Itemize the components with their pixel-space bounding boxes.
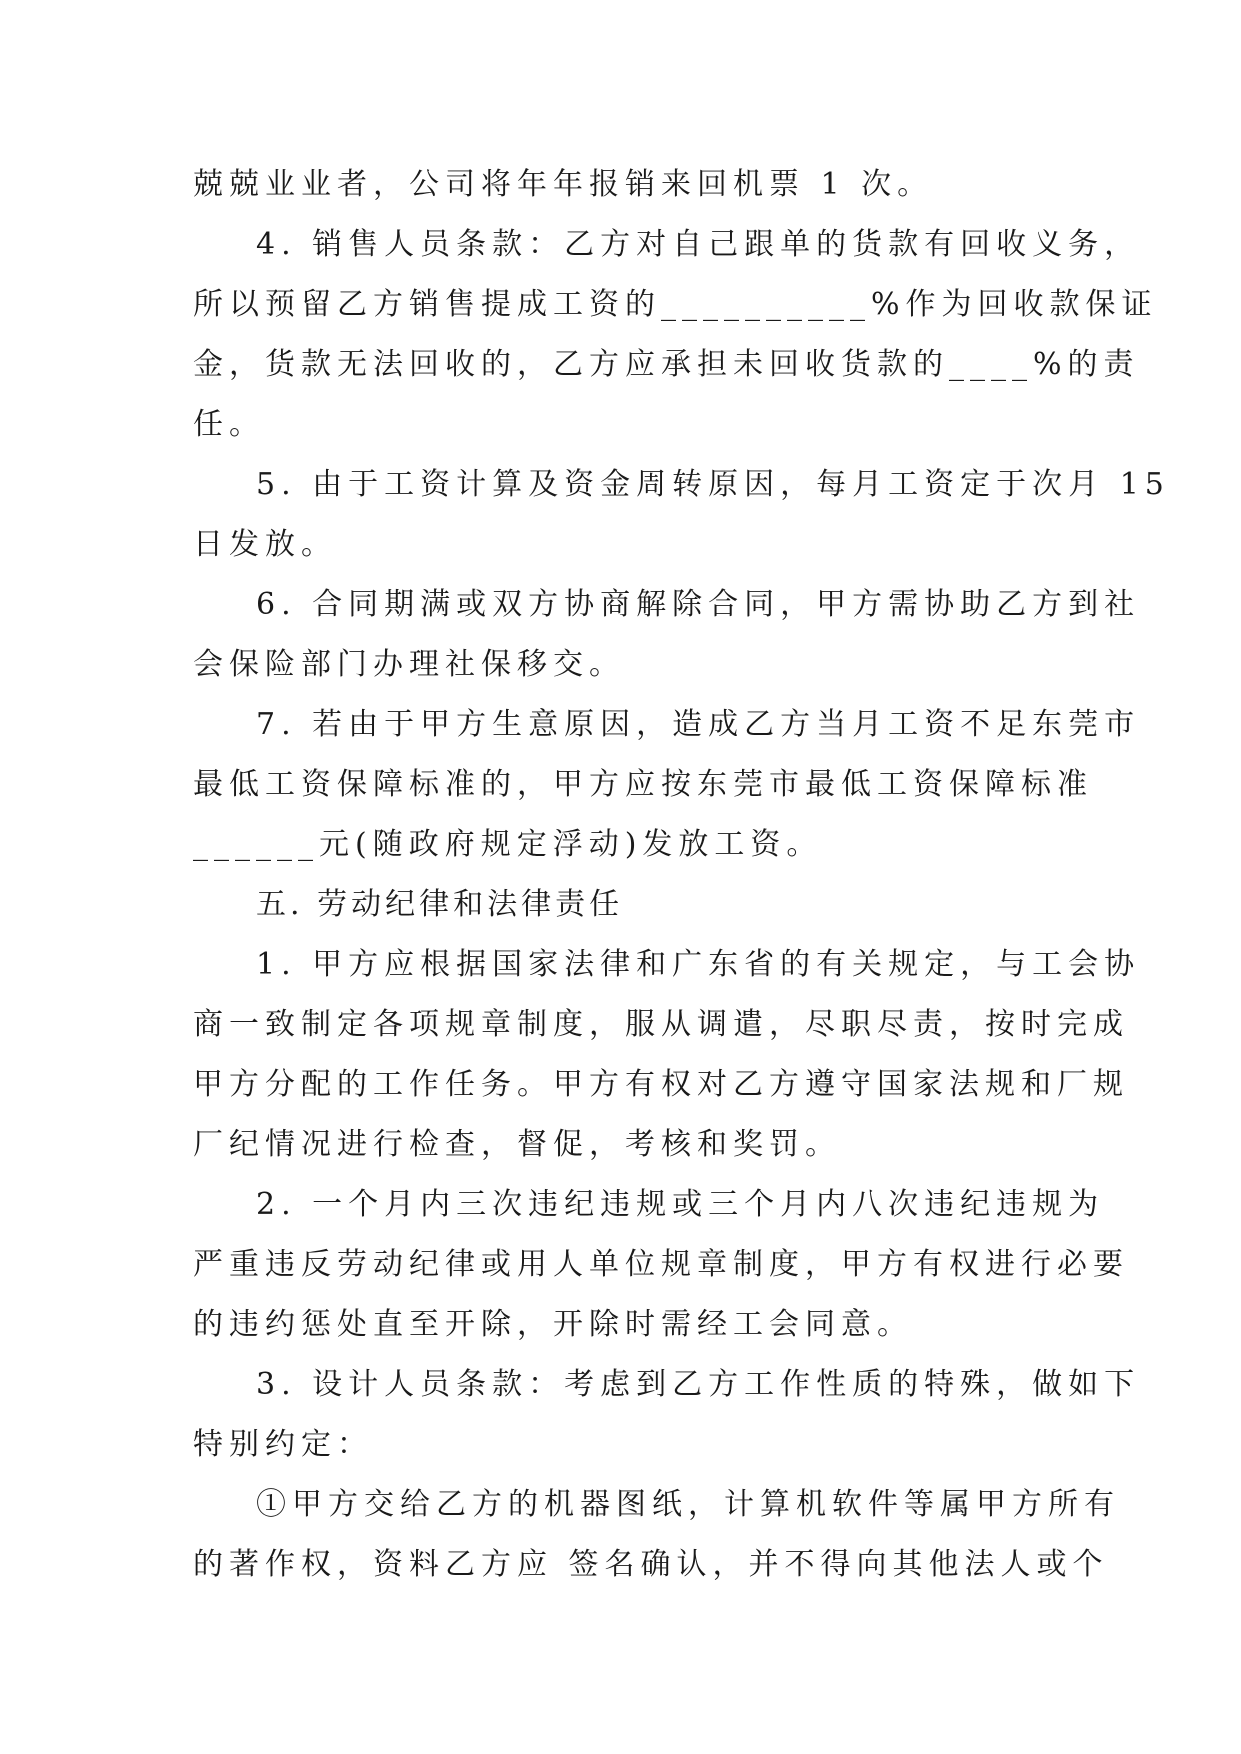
text-line-17: 厂纪情况进行检查，督促，考核和奖罚。 [193, 1127, 841, 1162]
text-line-8: 6. 合同期满或双方协商解除合同，甲方需协助乙方到社 [256, 587, 1141, 622]
text-line-23: ①甲方交给乙方的机器图纸，计算机软件等属甲方所有 [256, 1487, 1120, 1522]
text-line-22: 特别约定： [193, 1427, 373, 1462]
text-line-7: 日发放。 [193, 527, 337, 562]
text-line-19: 严重违反劳动纪律或用人单位规章制度，甲方有权进行必要 [193, 1247, 1129, 1282]
text-line-21: 3. 设计人员条款：考虑到乙方工作性质的特殊，做如下 [256, 1367, 1141, 1402]
text-line-18: 2. 一个月内三次违纪违规或三个月内八次违纪违规为 [256, 1187, 1105, 1222]
text-line-4: 金，货款无法回收的，乙方应承担未回收货款的____%的责 [193, 347, 1140, 382]
text-line-1: 兢兢业业者，公司将年年报销来回机票 1 次。 [193, 167, 934, 202]
text-line-2: 4. 销售人员条款：乙方对自己跟单的货款有回收义务， [256, 227, 1141, 262]
text-line-15: 商一致制定各项规章制度，服从调遣，尽职尽责，按时完成 [193, 1007, 1129, 1042]
text-line-9: 会保险部门办理社保移交。 [193, 647, 625, 682]
text-line-6: 5. 由于工资计算及资金周转原因，每月工资定于次月 15 [256, 467, 1170, 502]
text-line-16: 甲方分配的工作任务。甲方有权对乙方遵守国家法规和厂规 [193, 1067, 1129, 1102]
text-line-20: 的违约惩处直至开除，开除时需经工会同意。 [193, 1307, 913, 1342]
text-line-12: ______元(随政府规定浮动)发放工资。 [193, 827, 823, 862]
text-line-11: 最低工资保障标准的，甲方应按东莞市最低工资保障标准 [193, 767, 1093, 802]
section-heading: 五. 劳动纪律和法律责任 [256, 887, 624, 922]
text-line-3: 所以预留乙方销售提成工资的__________%作为回收款保证 [193, 287, 1158, 322]
text-line-5: 任。 [193, 407, 265, 442]
text-line-24: 的著作权，资料乙方应 签名确认，并不得向其他法人或个 [193, 1547, 1109, 1582]
text-line-10: 7. 若由于甲方生意原因，造成乙方当月工资不足东莞市 [256, 707, 1141, 742]
text-line-14: 1. 甲方应根据国家法律和广东省的有关规定，与工会协 [256, 947, 1141, 982]
